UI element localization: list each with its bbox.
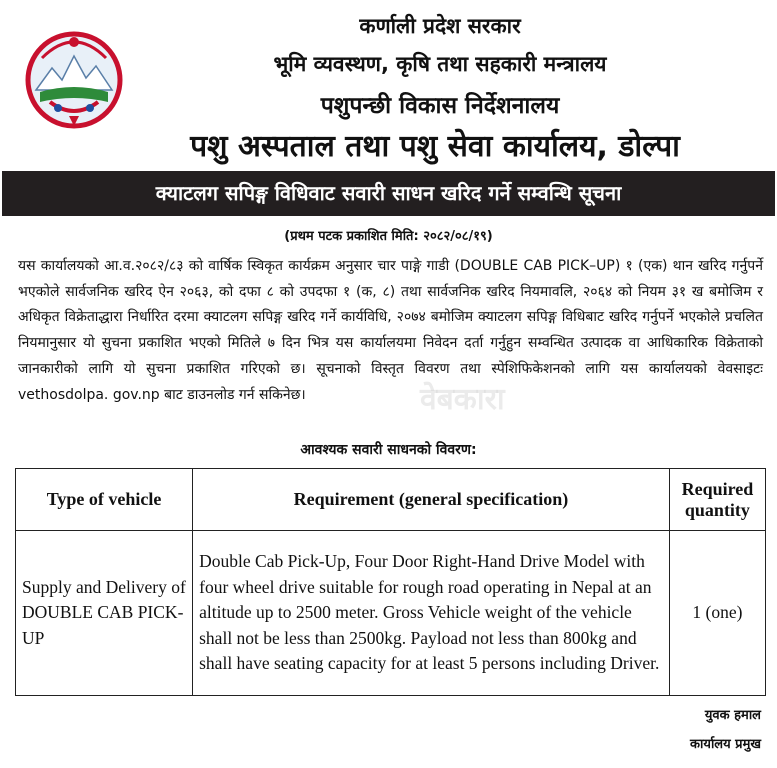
notice-body-paragraph: यस कार्यालयको आ.व.२०८२/८३ को वार्षिक स्विकृत कार्यक्रम अनुसार चार पाङ्गे गाडी (DOUBLE CAB PICK–UP) १ (एक) थान खरिद गर्नुपर्ने भएकोले सार्वजनिक खरिद ऐन २०६३, को दफा ८ को उपदफा १ (क, ८) तथा सार्वजनिक खरिद नियमावलि, २०६४ को नियम ३१ ख बमोजिम र अधिकृत विक्रेताद्धारा निर्धारित दरमा क्याटलग सपिङ्ग खरिद गर्ने कार्यविधि, २०७४ बमोजिम क्याटलग सपिङ्ग विधिबाट खरिद गर्नुपर्ने भएकोले प्रचलित नियमानुसार यो सुचना प्रकाशित भएको मितिले ७ दिन भित्र यस कार्यालयमा निवेदन दर्ता गर्नुहुन सम्वन्धित उत्पादक वा आधिकारिक विक्रेताको जानकारीको लागि यो सुचना प्रकाशित गरिएको छ। सूचनाको विस्तृत विवरण तथा स्पेशिफिकेशनको लागि यस कार्यालयको वेवसाइटः vethosdolpa. gov.np बाट डाउनलोड गर्न सकिनेछ। <box>18 258 763 403</box>
publication-date: (प्रथम पटक प्रकाशित मिति: २०८२/०८/१९) <box>284 229 493 244</box>
cell-vehicle-type: Supply and Delivery of DOUBLE CAB PICK-UP <box>16 531 193 696</box>
column-header-type: Type of vehicle <box>16 469 193 531</box>
notice-title-banner: क्याटलग सपिङ्ग विधिवाट सवारी साधन खरिद गर्ने सम्वन्धि सूचना <box>2 171 775 216</box>
vehicle-details-subheading: आवश्यक सवारी साधनको विवरण: <box>300 442 477 458</box>
cell-quantity: 1 (one) <box>669 531 765 696</box>
vehicle-requirement-table <box>15 468 766 696</box>
letterhead <box>0 0 777 170</box>
signatory-name: युवक हमाल <box>704 708 761 723</box>
ministry-title: भूमि व्यवस्थण, कृषि तथा सहकारी मन्त्रालय <box>273 52 607 76</box>
directorate-title: पशुपन्छी विकास निर्देशनालय <box>320 93 560 119</box>
table-header-row <box>16 469 766 531</box>
signatory-title: कार्यालय प्रमुख <box>690 737 761 752</box>
column-header-quantity: Required quantity <box>669 469 765 531</box>
office-title: पशु अस्पताल तथा पशु सेवा कार्यालय, डोल्पा <box>190 129 680 164</box>
cell-specification: Double Cab Pick-Up, Four Door Right-Hand Drive Model with four wheel drive suitable for rough road operating in Nepal at an altitude up to 2500 meter. Gross Vehicle weight of the vehicle shall not be less than 2500kg. Payload not less than 800kg and shall have seating capacity for at least 5 persons including Driver. <box>193 531 670 696</box>
province-government-title: कर्णाली प्रदेश सरकार <box>359 14 521 38</box>
watermark-text: वेबकारा <box>420 382 505 417</box>
table-row <box>16 531 766 696</box>
column-header-requirement: Requirement (general specification) <box>193 469 670 531</box>
